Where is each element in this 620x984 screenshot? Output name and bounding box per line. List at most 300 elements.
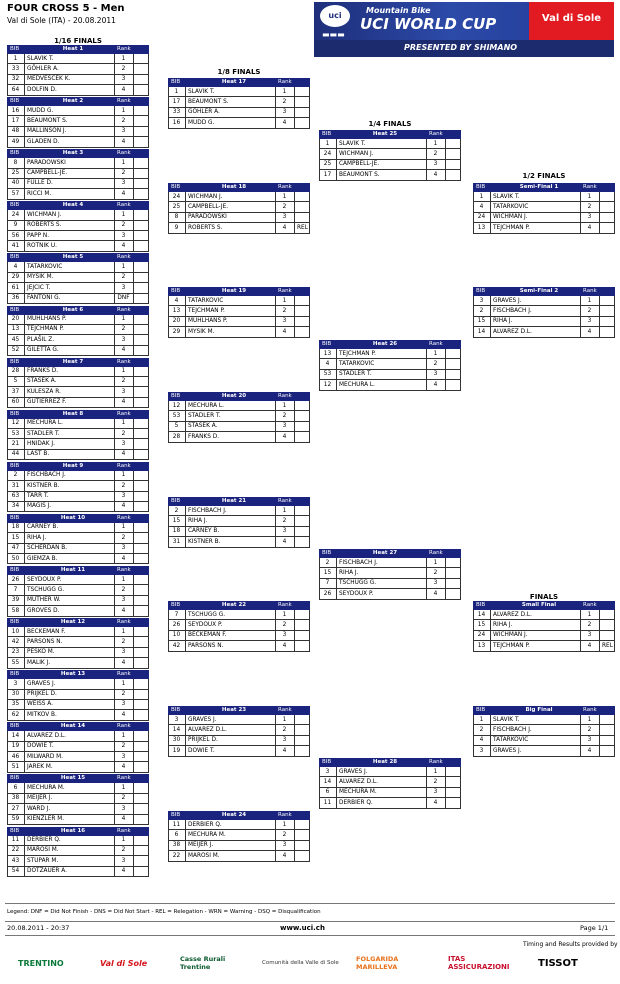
rider-bib: 3: [479, 747, 484, 754]
rider-rank: 4: [282, 538, 287, 545]
rider-rank: 2: [282, 203, 287, 210]
table-row: [7, 596, 149, 606]
table-row: [168, 506, 310, 516]
rider-rank: 2: [121, 170, 126, 177]
table-row: [473, 746, 615, 756]
table-row: [7, 439, 149, 449]
rider-rank: 3: [433, 580, 438, 587]
rider-rank: 4: [433, 381, 438, 388]
divider: [5, 903, 615, 904]
table-row: [7, 794, 149, 804]
rider-bib: 35: [11, 701, 20, 708]
table-row: [319, 558, 461, 568]
bib-column-header: BIB: [322, 759, 332, 765]
rider-name: RICCI M.: [27, 190, 52, 197]
rider-rank: 1: [121, 524, 126, 531]
table-row: [319, 170, 461, 180]
rider-name: TEJCHMAN P.: [27, 326, 64, 333]
rider-name: PARADOWSKI: [27, 159, 66, 166]
rider-name: RIHA J.: [27, 534, 47, 541]
rider-bib: 2: [174, 507, 179, 514]
rider-rank: 2: [433, 778, 438, 785]
heat-header: [7, 618, 149, 627]
rider-bib: 14: [11, 732, 20, 739]
rider-bib: 19: [11, 743, 20, 750]
table-row: [168, 736, 310, 746]
table-row: [168, 830, 310, 840]
rider-name: MEIJER J.: [188, 842, 214, 849]
heat-title: Heat 12: [60, 619, 86, 626]
heat-header: [7, 670, 149, 679]
table-row: [7, 241, 149, 251]
table-row: [7, 533, 149, 543]
rider-bib: 22: [172, 852, 181, 859]
rider-bib: 13: [172, 307, 181, 314]
heat-table: [7, 566, 149, 617]
table-row: [7, 85, 149, 95]
table-row: [7, 294, 149, 304]
table-row: [168, 641, 310, 651]
rider-rank: 1: [121, 263, 126, 270]
rank-column-header: Rank: [429, 759, 443, 765]
table-row: [7, 471, 149, 481]
rider-rank: 2: [121, 274, 126, 281]
heat-title: Heat 15: [60, 775, 86, 782]
table-row: [7, 64, 149, 74]
bib-column-header: BIB: [10, 410, 20, 417]
rider-rank: 4: [121, 138, 126, 145]
rider-bib: 2: [479, 307, 484, 314]
heat-title: Heat 20: [221, 393, 247, 399]
heat-table: [168, 392, 310, 443]
rider-rank: 4: [433, 590, 438, 597]
heat-header: [7, 566, 149, 575]
rider-bib: 2: [13, 472, 18, 479]
table-row: [7, 137, 149, 147]
rider-bib: 44: [11, 451, 20, 458]
rider-bib: 7: [174, 611, 179, 618]
rider-bib: 47: [11, 545, 20, 552]
rider-name: MECHURA M.: [188, 831, 226, 838]
heat-table: [7, 149, 149, 200]
rider-rank: 3: [121, 805, 126, 812]
heat-title: Heat 23: [221, 707, 247, 713]
table-row: [168, 631, 310, 641]
rider-bib: 50: [11, 555, 20, 562]
heat-header: [168, 287, 310, 296]
rider-name: GILETTA G.: [27, 347, 59, 354]
table-row: [319, 568, 461, 578]
rider-bib: 6: [13, 784, 18, 791]
rider-rank: 1: [121, 211, 126, 218]
rider-name: MITKOV B.: [27, 711, 57, 718]
heat-title: Heat 6: [62, 306, 84, 313]
round-title-finals: FINALS: [529, 593, 559, 601]
rider-bib: 2: [325, 559, 330, 566]
rider-bib: 33: [172, 109, 181, 116]
rider-rank: 1: [121, 159, 126, 166]
rider-bib: 13: [323, 350, 332, 357]
rider-name: ALVAREZ D.L.: [339, 778, 379, 785]
rider-bib: 8: [13, 159, 18, 166]
rider-name: GRAVES J.: [493, 297, 522, 304]
rider-name: TARR T.: [27, 493, 49, 500]
rider-rank: 4: [121, 659, 126, 666]
heat-table: [7, 670, 149, 721]
rider-name: TEJCHMAN P.: [493, 642, 530, 649]
rider-bib: 10: [11, 628, 20, 635]
rider-bib: 32: [11, 76, 20, 83]
rider-name: RIHA J.: [493, 318, 513, 325]
sponsor-itas: ITAS ASSICURAZIONI: [448, 955, 510, 971]
rider-name: KULESZA R.: [27, 388, 61, 395]
rider-bib: 15: [11, 534, 20, 541]
table-row: [7, 710, 149, 720]
rider-rank: 4: [282, 852, 287, 859]
rider-name: GRAVES J.: [339, 768, 368, 775]
bib-column-header: BIB: [171, 707, 181, 713]
rider-name: CAMPBELL-JE.: [188, 203, 229, 210]
rider-bib: 1: [479, 716, 484, 723]
rider-bib: 17: [323, 171, 332, 178]
rank-column-header: Rank: [278, 288, 292, 294]
rider-bib: 24: [323, 150, 332, 157]
table-row: [319, 160, 461, 170]
bib-column-header: BIB: [10, 46, 20, 52]
bib-column-header: BIB: [10, 306, 20, 313]
table-row: [7, 585, 149, 595]
table-row: [319, 349, 461, 359]
rider-rank: 3: [121, 180, 126, 187]
heat-title: Heat 5: [62, 254, 84, 261]
rider-bib: 13: [477, 642, 486, 649]
rider-name: PARSONS N.: [27, 638, 63, 645]
table-row: [473, 327, 615, 337]
rider-rank: 4: [282, 747, 287, 754]
rider-rank: 2: [121, 326, 126, 333]
rider-name: MILWARD M.: [27, 753, 63, 760]
heat-title: Heat 10: [60, 514, 86, 521]
rider-rank: 4: [587, 747, 592, 754]
heat-table: [319, 340, 461, 391]
rider-bib: 53: [11, 430, 20, 437]
rank-column-header: Rank: [278, 707, 292, 713]
rider-name: MUHLHANS P.: [27, 316, 67, 322]
rider-name: MUDD G.: [188, 119, 215, 126]
rider-rank: 4: [121, 607, 126, 614]
rider-name: GÖHLER A.: [188, 109, 220, 116]
rider-bib: 37: [11, 388, 20, 395]
heat-title: Heat 4: [62, 202, 84, 209]
rider-rank: 1: [121, 368, 126, 375]
rider-bib: 6: [174, 831, 179, 838]
rank-column-header: Rank: [278, 393, 292, 399]
heat-table: [7, 97, 149, 148]
table-row: [7, 523, 149, 533]
bib-column-header: BIB: [171, 393, 181, 399]
rider-rank: 1: [282, 297, 287, 304]
rider-rank: 4: [282, 224, 287, 231]
rider-rank: 3: [433, 161, 438, 168]
rider-bib: 30: [11, 691, 20, 698]
rider-bib: 28: [11, 368, 20, 375]
table-row: [473, 223, 615, 233]
rider-name: MEIJER J.: [27, 795, 53, 802]
heat-title: Heat 19: [221, 288, 247, 294]
table-row: [7, 450, 149, 460]
rider-rank: 4: [282, 642, 287, 649]
rider-name: ALVAREZ D.L.: [493, 328, 533, 335]
table-row: [7, 398, 149, 408]
table-row: [7, 429, 149, 439]
table-row: [168, 223, 310, 233]
rider-name: WEISS A.: [27, 701, 54, 708]
rider-bib: 40: [11, 180, 20, 187]
rider-rank: DNF: [117, 295, 130, 302]
rider-bib: 33: [11, 65, 20, 72]
rider-status: REL: [602, 642, 613, 649]
table-row: [7, 106, 149, 116]
table-row: [7, 262, 149, 272]
rider-rank: 4: [121, 711, 126, 718]
rider-rank: 2: [433, 150, 438, 157]
rider-name: RIHA J.: [188, 517, 208, 524]
rider-rank: 1: [433, 350, 438, 357]
rider-rank: 1: [282, 402, 287, 409]
rider-name: TEJCHMAN P.: [188, 307, 225, 314]
heat-table: [319, 549, 461, 600]
rider-bib: 2: [479, 726, 484, 733]
rider-name: STASEK A.: [188, 423, 218, 430]
heat-table: [7, 514, 149, 565]
bib-column-header: BIB: [171, 498, 181, 504]
table-row: [7, 679, 149, 689]
rider-name: FRANKS D.: [27, 368, 59, 375]
rider-name: PRIJKEL D.: [188, 737, 218, 744]
rider-name: FRANKS D.: [188, 433, 220, 440]
rider-bib: 38: [172, 842, 181, 849]
rider-name: WICHMAN J.: [339, 150, 374, 157]
rank-column-header: Rank: [583, 602, 597, 608]
heat-title: Heat 17: [221, 79, 247, 85]
rider-rank: 3: [282, 423, 287, 430]
rider-name: DOTZAUER A.: [27, 868, 67, 875]
rider-name: TSCHUGG G.: [188, 611, 226, 618]
table-row: [168, 527, 310, 537]
table-row: [7, 554, 149, 564]
rider-rank: 4: [587, 642, 592, 649]
rider-rank: 3: [587, 632, 592, 639]
footer-website[interactable]: www.uci.ch: [280, 924, 325, 932]
table-row: [168, 317, 310, 327]
heat-header: [7, 358, 149, 367]
heat-title: Small Final: [521, 602, 557, 608]
rider-name: MAROSI M.: [188, 852, 220, 859]
rider-name: ROBERTS S.: [188, 224, 223, 231]
rank-column-header: Rank: [117, 514, 131, 521]
table-row: [473, 202, 615, 212]
rider-rank: 3: [121, 753, 126, 760]
rider-rank: 3: [282, 632, 287, 639]
heat-table: [168, 78, 310, 129]
rider-name: MECHURA L.: [27, 420, 63, 427]
heat-header: [7, 722, 149, 731]
rider-name: MEDVESCEK K.: [27, 76, 71, 83]
rider-bib: 63: [11, 493, 20, 500]
rider-name: KISTNER B.: [27, 482, 60, 489]
rider-bib: 4: [13, 263, 18, 270]
heat-title: Heat 8: [62, 410, 84, 417]
table-row: [7, 492, 149, 502]
rider-rank: 1: [121, 837, 126, 843]
table-row: [319, 767, 461, 777]
rider-name: GRAVES J.: [493, 747, 522, 754]
heat-table: [7, 306, 149, 357]
rider-bib: 55: [11, 659, 20, 666]
table-row: [7, 419, 149, 429]
rider-bib: 5: [174, 423, 179, 430]
heat-table: [168, 706, 310, 757]
rider-rank: 3: [121, 597, 126, 604]
rider-rank: 1: [121, 680, 126, 687]
table-row: [168, 610, 310, 620]
rider-name: MALIK J.: [27, 659, 51, 666]
table-row: [473, 306, 615, 316]
rider-bib: 39: [11, 597, 20, 604]
bib-column-header: BIB: [10, 514, 20, 521]
rank-column-header: Rank: [117, 775, 131, 782]
rider-bib: 4: [479, 203, 484, 210]
rider-name: STADLER T.: [339, 371, 372, 378]
rider-name: GÖHLER A.: [27, 65, 59, 72]
rider-rank: 4: [121, 868, 126, 875]
heat-table: [319, 130, 461, 181]
rider-rank: 3: [121, 76, 126, 83]
rank-column-header: Rank: [117, 202, 131, 209]
rider-bib: 18: [11, 524, 20, 531]
heat-header: [7, 774, 149, 783]
rider-rank: 3: [121, 284, 126, 291]
heat-title: Heat 16: [60, 827, 86, 834]
rider-bib: 48: [11, 128, 20, 135]
bib-column-header: BIB: [171, 79, 181, 85]
heat-title: Heat 28: [372, 759, 398, 765]
rider-name: PAPP N.: [27, 232, 50, 239]
rider-name: BEAUMONT S.: [188, 98, 229, 105]
rider-bib: 42: [11, 638, 20, 645]
rider-bib: 1: [325, 140, 330, 147]
rider-bib: 7: [325, 580, 330, 587]
table-row: [7, 283, 149, 293]
rider-name: MECHURA L.: [339, 381, 375, 388]
rider-bib: 12: [11, 420, 20, 427]
rider-bib: 17: [11, 117, 20, 124]
heat-table: [7, 462, 149, 513]
rider-name: GIEMZA B.: [27, 555, 58, 562]
rank-column-header: Rank: [278, 812, 292, 818]
table-row: [473, 610, 615, 620]
rider-name: TSCHUGG G.: [27, 586, 65, 593]
rider-rank: 1: [121, 784, 126, 791]
rider-bib: 49: [11, 138, 20, 145]
rider-rank: 1: [587, 716, 592, 723]
heat-table: [7, 774, 149, 825]
rider-rank: 2: [282, 412, 287, 419]
rider-rank: 3: [121, 701, 126, 708]
rider-rank: 4: [587, 328, 592, 335]
heat-title: Heat 25: [372, 131, 398, 137]
rider-bib: 8: [174, 214, 179, 221]
table-row: [168, 306, 310, 316]
rider-rank: 1: [121, 107, 126, 114]
rider-rank: 4: [121, 503, 126, 510]
rider-bib: 21: [11, 440, 20, 447]
table-row: [473, 725, 615, 735]
rider-bib: 12: [172, 402, 181, 409]
rider-name: TEJCHMAN P.: [493, 224, 530, 231]
rider-rank: 3: [121, 545, 126, 552]
heat-header: [7, 45, 149, 54]
rider-rank: 1: [433, 559, 438, 566]
rider-bib: 52: [11, 347, 20, 354]
table-row: [168, 746, 310, 756]
heat-header: [7, 306, 149, 315]
round-title-r2: 1/2 FINALS: [522, 172, 566, 180]
bib-column-header: BIB: [476, 184, 486, 190]
rider-name: MECHURA M.: [339, 789, 377, 796]
rider-name: DOWIE T.: [188, 747, 215, 754]
bib-column-header: BIB: [10, 462, 20, 469]
heat-table: [7, 358, 149, 409]
rank-column-header: Rank: [117, 98, 131, 105]
rider-name: BECKEMAN F.: [27, 628, 66, 635]
sponsor-casse-rurali: Casse Rurali Trentine: [180, 955, 226, 971]
table-row: [7, 273, 149, 283]
heat-table: [473, 287, 615, 338]
rider-bib: 24: [11, 211, 20, 218]
table-row: [473, 736, 615, 746]
bib-column-header: BIB: [476, 602, 486, 608]
table-row: [168, 401, 310, 411]
rider-rank: 4: [121, 451, 126, 458]
table-row: [7, 481, 149, 491]
rider-bib: 41: [11, 242, 20, 249]
rank-column-header: Rank: [429, 341, 443, 347]
divider: [5, 935, 615, 936]
rider-name: FISCHBACH J.: [493, 726, 532, 733]
heat-table: [7, 45, 149, 96]
bib-column-header: BIB: [10, 775, 20, 782]
rider-name: MAROSI M.: [27, 847, 59, 854]
table-row: [7, 783, 149, 793]
rank-column-header: Rank: [117, 254, 131, 261]
rider-rank: 2: [121, 534, 126, 541]
table-row: [7, 169, 149, 179]
rider-bib: 34: [11, 503, 20, 510]
rider-rank: 2: [121, 378, 126, 385]
table-row: [7, 690, 149, 700]
rider-bib: 30: [172, 737, 181, 744]
table-row: [168, 97, 310, 107]
heat-header: [473, 183, 615, 192]
rider-bib: 25: [11, 170, 20, 177]
rider-name: CAMPBELL-JE.: [27, 170, 68, 177]
rider-name: PARADOWSKI: [188, 214, 227, 221]
rider-name: TATARKOVIC: [493, 737, 529, 744]
rider-bib: 3: [479, 297, 484, 304]
rider-name: FISCHBACH J.: [339, 559, 378, 566]
table-row: [473, 631, 615, 641]
